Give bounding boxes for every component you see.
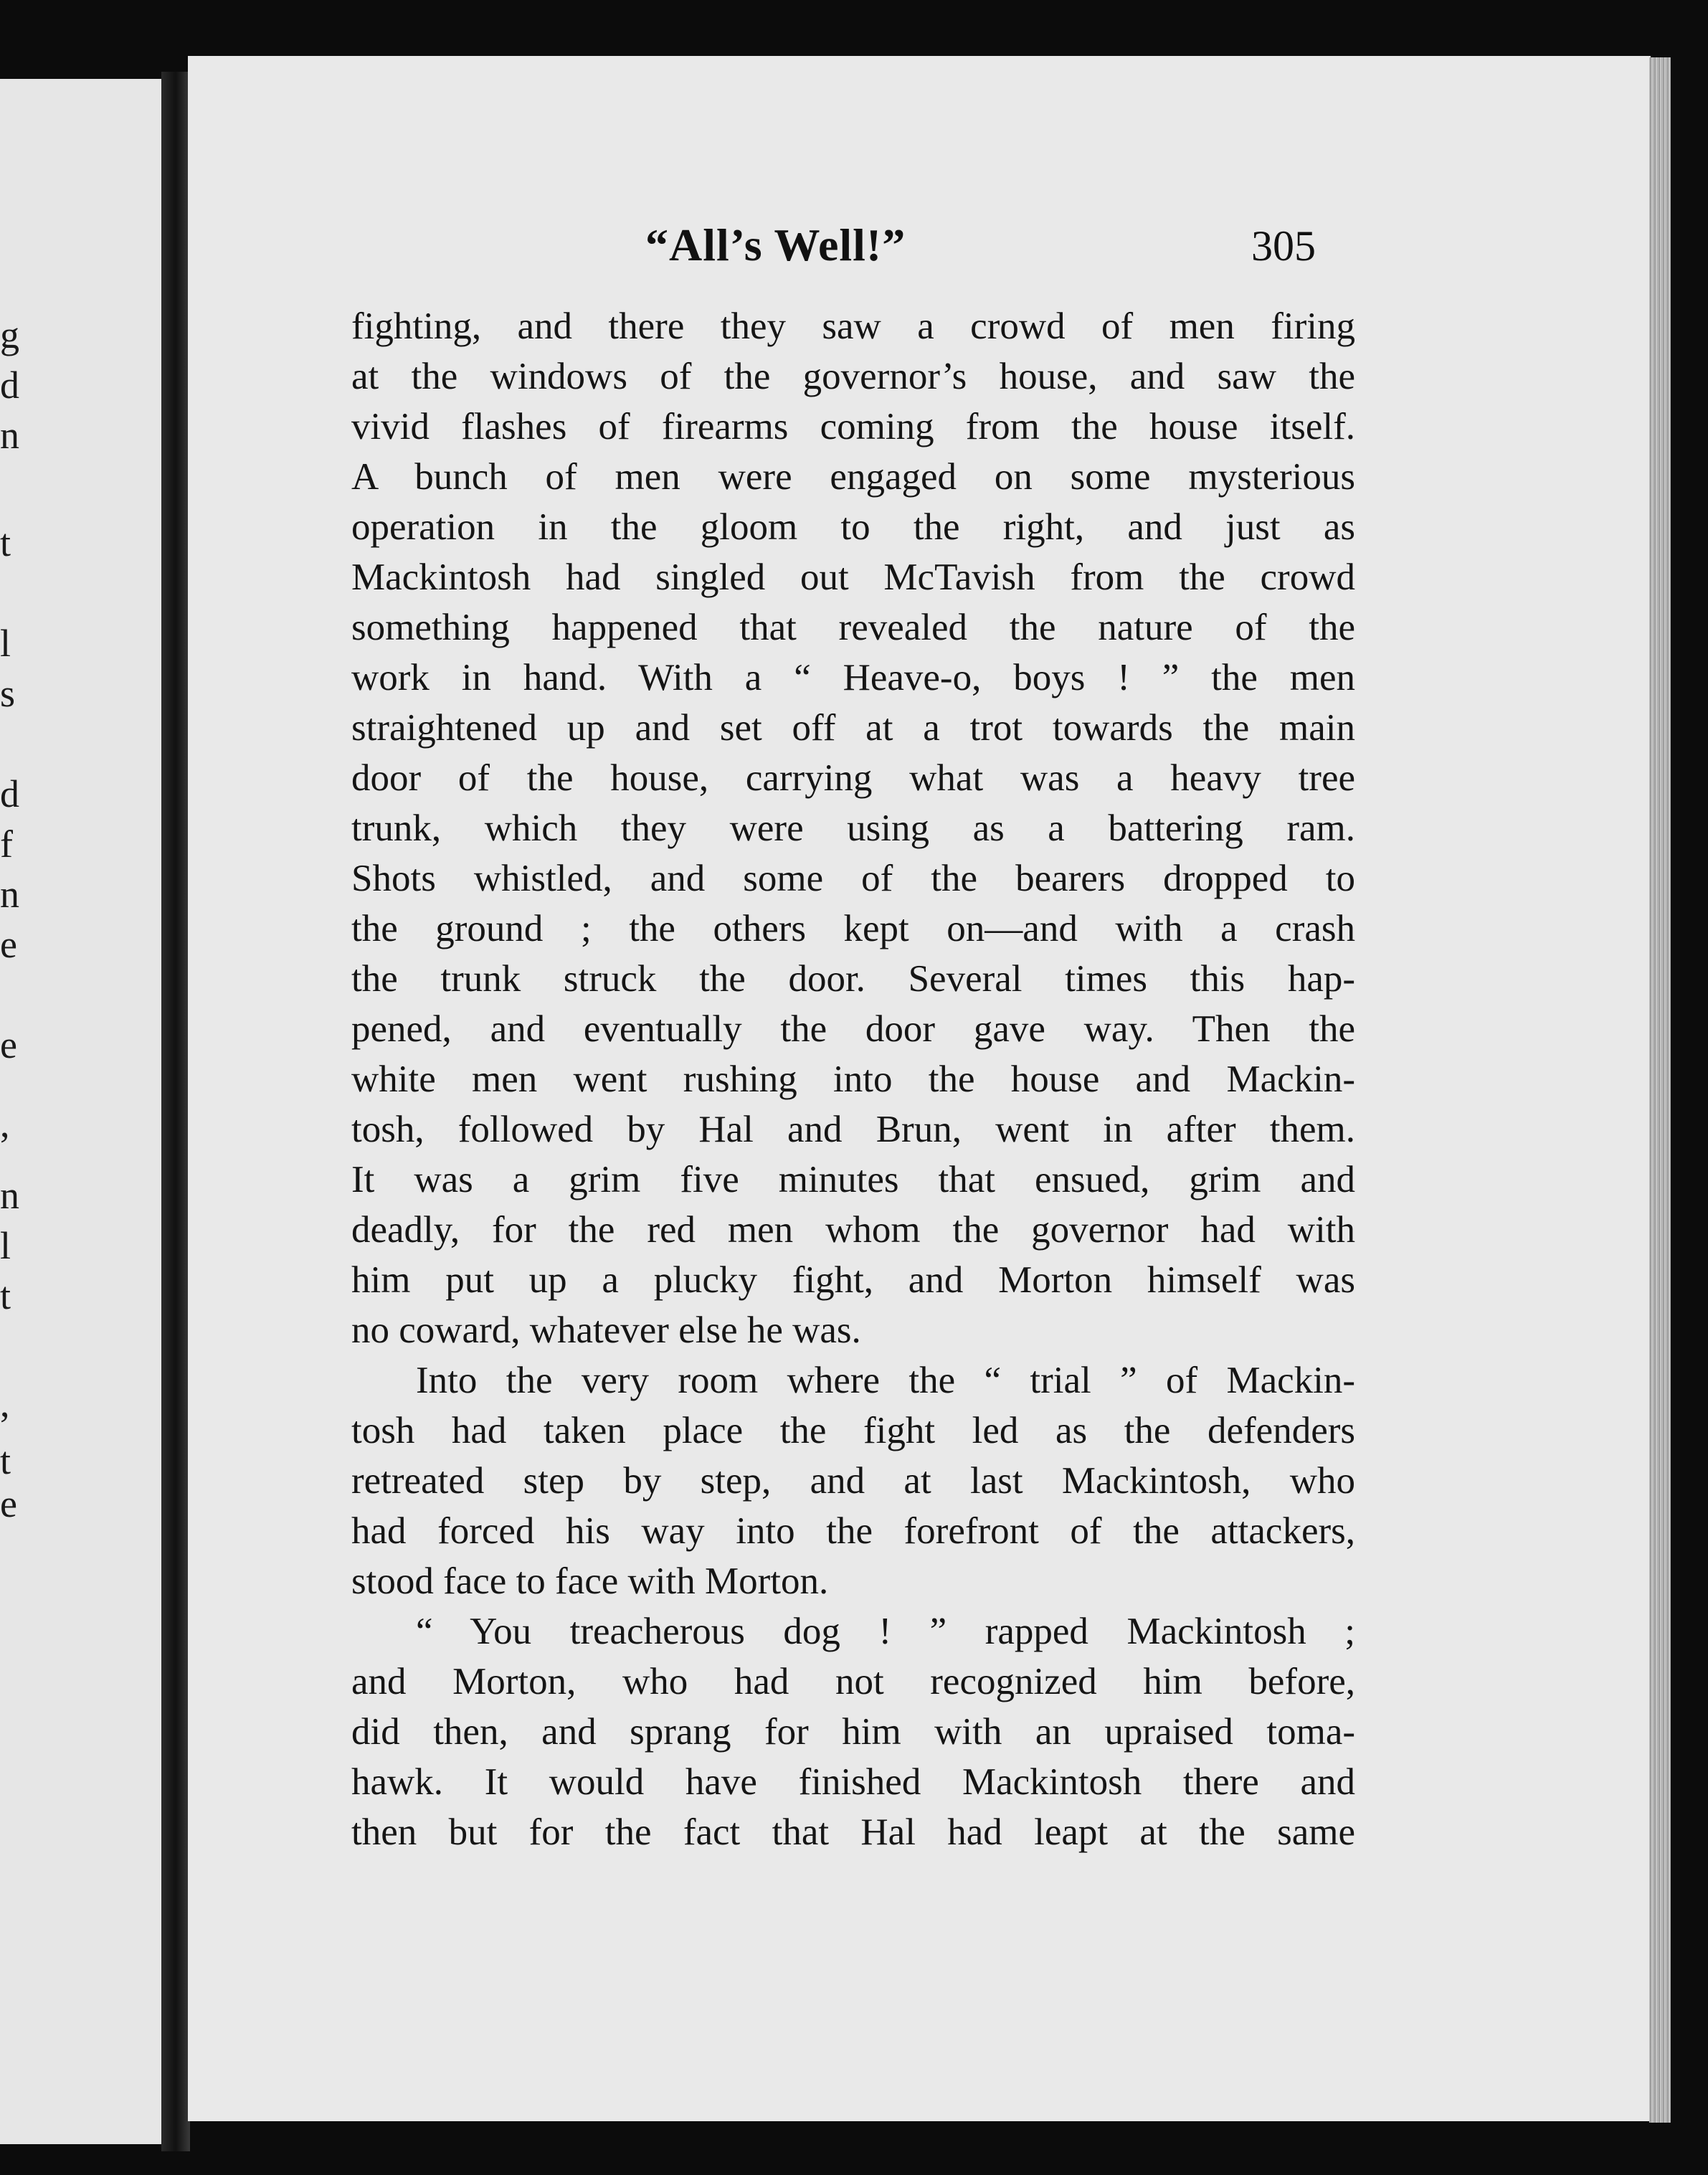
text-line: stood face to face with Morton. bbox=[351, 1560, 829, 1602]
previous-page-fragment: t bbox=[0, 1274, 11, 1317]
previous-page-fragment: g bbox=[0, 313, 19, 356]
text-line: deadly, for the red men whom the governor had with bbox=[351, 1209, 1355, 1251]
previous-page-edge bbox=[0, 79, 172, 2144]
previous-page-fragment: n bbox=[0, 1174, 19, 1217]
text-line: retreated step by step, and at last Mackintosh, who bbox=[351, 1460, 1355, 1502]
previous-page-fragment: d bbox=[0, 364, 19, 407]
previous-page-fragment: s bbox=[0, 672, 16, 715]
text-line: and Morton, who had not recognized him before, bbox=[351, 1661, 1355, 1702]
previous-page-fragment: l bbox=[0, 1224, 11, 1267]
text-line: operation in the gloom to the right, and just as bbox=[351, 506, 1355, 548]
book-spine bbox=[161, 72, 190, 2151]
page-header bbox=[0, 219, 1708, 283]
previous-page-fragment: n bbox=[0, 414, 19, 457]
text-line: hawk. It would have finished Mackintosh there and bbox=[351, 1761, 1355, 1803]
text-line: work in hand. With a “ Heave-o, boys ! ” the men bbox=[351, 657, 1355, 698]
text-line: Mackintosh had singled out McTavish from the crowd bbox=[351, 556, 1355, 598]
previous-page-fragment: , bbox=[0, 1382, 10, 1425]
text-line: “ You treacherous dog ! ” rapped Mackintosh ; bbox=[416, 1611, 1355, 1652]
previous-page-fragment: f bbox=[0, 823, 13, 866]
text-line: vivid flashes of firearms coming from the house itself. bbox=[351, 406, 1355, 447]
previous-page-fragment: t bbox=[0, 521, 11, 564]
page-number: 305 bbox=[1251, 222, 1316, 270]
text-line: It was a grim five minutes that ensued, grim and bbox=[351, 1159, 1355, 1200]
text-line: A bunch of men were engaged on some mysterious bbox=[351, 456, 1355, 498]
text-line: him put up a plucky fight, and Morton himself was bbox=[351, 1259, 1355, 1301]
previous-page-fragment: t bbox=[0, 1439, 11, 1482]
text-line: trunk, which they were using as a battering ram. bbox=[351, 807, 1355, 849]
previous-page-fragment: e bbox=[0, 1482, 17, 1525]
previous-page-fragment: n bbox=[0, 873, 19, 916]
page-edge bbox=[1649, 57, 1671, 2123]
previous-page-fragment: e bbox=[0, 923, 17, 966]
text-line: the ground ; the others kept on—and with a crash bbox=[351, 908, 1355, 949]
text-line: fighting, and there they saw a crowd of men firing bbox=[351, 305, 1355, 347]
previous-page-fragment: d bbox=[0, 772, 19, 815]
previous-page-fragment: , bbox=[0, 1102, 10, 1145]
text-line: tosh had taken place the fight led as the defenders bbox=[351, 1410, 1355, 1451]
text-line: pened, and eventually the door gave way. Then the bbox=[351, 1008, 1355, 1050]
text-line: tosh, followed by Hal and Brun, went in after them. bbox=[351, 1109, 1355, 1150]
text-line: Into the very room where the “ trial ” of Mackin- bbox=[416, 1360, 1355, 1401]
running-head: “All’s Well!” bbox=[645, 219, 906, 270]
text-line: straightened up and set off at a trot towards the main bbox=[351, 707, 1355, 749]
body-text bbox=[351, 301, 1355, 1857]
text-line: then but for the fact that Hal had leapt at the same bbox=[351, 1811, 1355, 1853]
text-line: white men went rushing into the house and Mackin- bbox=[351, 1058, 1355, 1100]
text-line: Shots whistled, and some of the bearers dropped to bbox=[351, 858, 1355, 899]
text-line: no coward, whatever else he was. bbox=[351, 1309, 861, 1351]
previous-page-fragment: e bbox=[0, 1023, 17, 1066]
text-line: something happened that revealed the nature of the bbox=[351, 607, 1355, 648]
text-line: had forced his way into the forefront of the attackers, bbox=[351, 1510, 1355, 1552]
previous-page-fragment: l bbox=[0, 622, 11, 665]
text-line: door of the house, carrying what was a heavy tree bbox=[351, 757, 1355, 799]
text-line: did then, and sprang for him with an upraised toma- bbox=[351, 1711, 1355, 1753]
text-line: at the windows of the governor’s house, and saw the bbox=[351, 356, 1355, 397]
text-line: the trunk struck the door. Several times this hap- bbox=[351, 958, 1355, 1000]
